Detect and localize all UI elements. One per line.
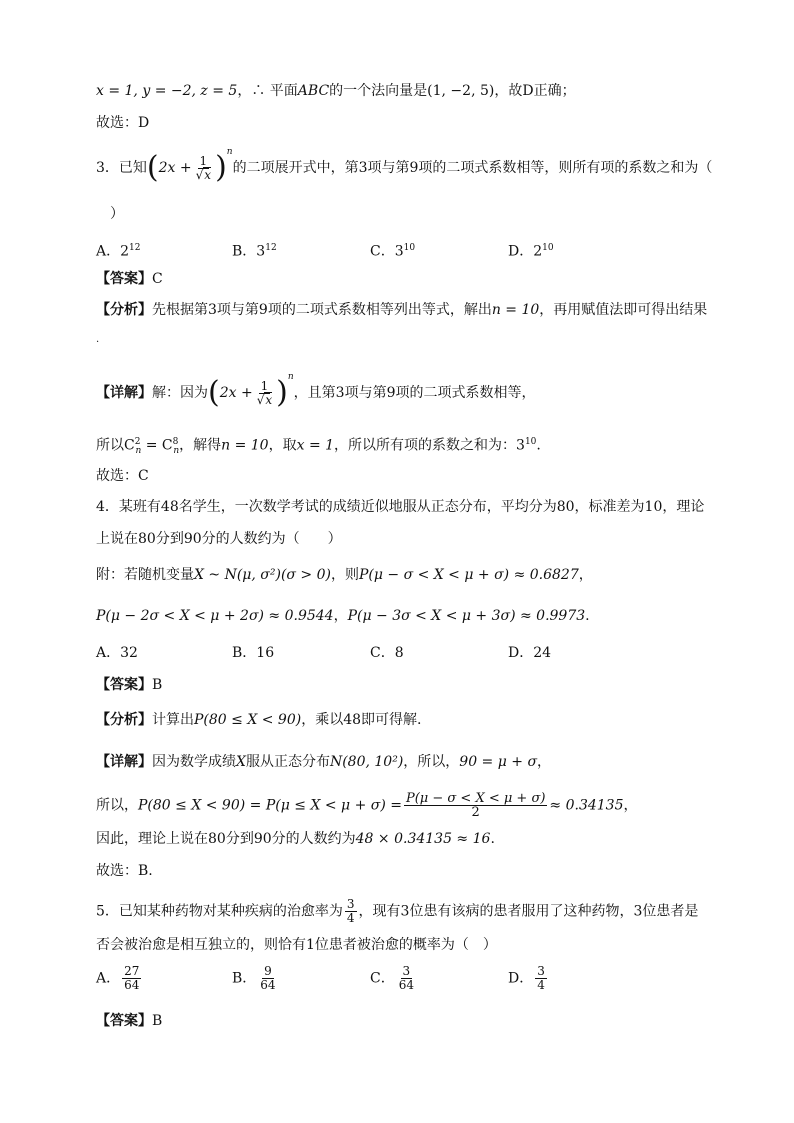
q3-option-a: A．$2^{12}$ [96,243,141,260]
q3-option-d: D．$2^{10}$ [508,243,554,260]
question-3-close: ） [110,206,124,222]
q5-option-d: D． $\frac{3}{4}$ [508,964,545,992]
question-4-line-1: 4．某班有48名学生，一次数学考试的成绩近似地服从正态分布，平均分为80，标准差为10，理论 [96,499,705,515]
q4-answer: 【答案】B [96,677,163,693]
normal-vector: (1, −2, 5) [427,83,495,99]
question-3-stem: 3．已知(2x + $\frac{1}{√x}$ )$^n$的二项展开式中，第3项与第9项的二项式系数相等，则所有项的系数之和为（ [96,147,713,185]
q4-appendix-2: P(μ − 2σ < X < μ + 2σ) ≈ 0.9544，P(μ − 3σ < X < μ + 3σ) ≈ 0.9973. [96,608,590,624]
question-5-line-1: 5．已知某种药物对某种疾病的治愈率为 $\frac{3}{4}$ ，现有3位患有该病的患者服用了这种药物，3位患者是 [96,897,699,925]
q5-option-b: B． $\frac{9}{64}$ [232,964,276,992]
q3-answer: 【答案】C [96,271,163,287]
q4-detail-1: 【详解】因为数学成绩X服从正态分布N(80, 10²)，所以，90 = μ + σ， [96,754,552,770]
q3-analysis-dot: . [96,334,100,345]
q5-answer: 【答案】B [96,1013,163,1029]
gu-xuan-d: 故选：D [96,115,150,131]
q4-gu-xuan: 故选：B. [96,863,153,879]
q4-detail-2: 所以，P(80 ≤ X < 90) = P(μ ≤ X < μ + σ) = $\frac{P(\mu - \sigma < X < \mu + \sigma)}{2}$ ≈ 0.34135， [96,791,638,820]
q3-gu-xuan: 故选：C [96,468,149,484]
question-4-line-2: 上说在80分到90分的人数约为（ ） [96,531,342,547]
q5-option-c: C． $\frac{3}{64}$ [370,964,414,992]
q4-option-a: A．32 [96,645,138,661]
q3-detail-1: 【详解】解：因为(2x + $\frac{1}{√x}$ )$^n$，且第3项与第9项的二项式系数相等， [96,372,536,410]
q4-option-d: D．24 [508,645,552,661]
q4-detail-3: 因此，理论上说在80分到90分的人数约为48 × 0.34135 ≈ 16. [96,831,495,847]
q3-option-b: B．$3^{12}$ [232,243,277,260]
q4-option-c: C．8 [370,645,404,661]
q4-option-b: B．16 [232,645,275,661]
q5-option-a: A． $\frac{27}{64}$ [96,964,140,992]
q3-analysis: 【分析】先根据第3项与第9项的二项式系数相等列出等式，解出n = 10，再用赋值法即可得出结果 [96,302,708,318]
q4-analysis: 【分析】计算出P(80 ≤ X < 90)，乘以48即可得解. [96,712,422,728]
q4-appendix: 附：若随机变量X ~ N(μ, σ²)(σ > 0)，则P(μ − σ < X < μ + σ) ≈ 0.6827， [96,567,593,583]
q3-detail-2: 所以$C^2_n = C^8_n$，解得n = 10，取x = 1，所以所有项的系数之和为：$3^{10}$. [96,437,541,457]
normal-vector-line: x = 1, y = −2, z = 5，∴ 平面ABC的一个法向量是(1, −2, 5)，故D正确； [96,83,576,99]
xyz-values: x = 1, y = −2, z = 5 [96,83,238,99]
question-5-line-2: 否会被治愈是相互独立的，则恰有1位患者被治愈的概率为（ ） [96,937,497,953]
q3-option-c: C．$3^{10}$ [370,243,416,260]
